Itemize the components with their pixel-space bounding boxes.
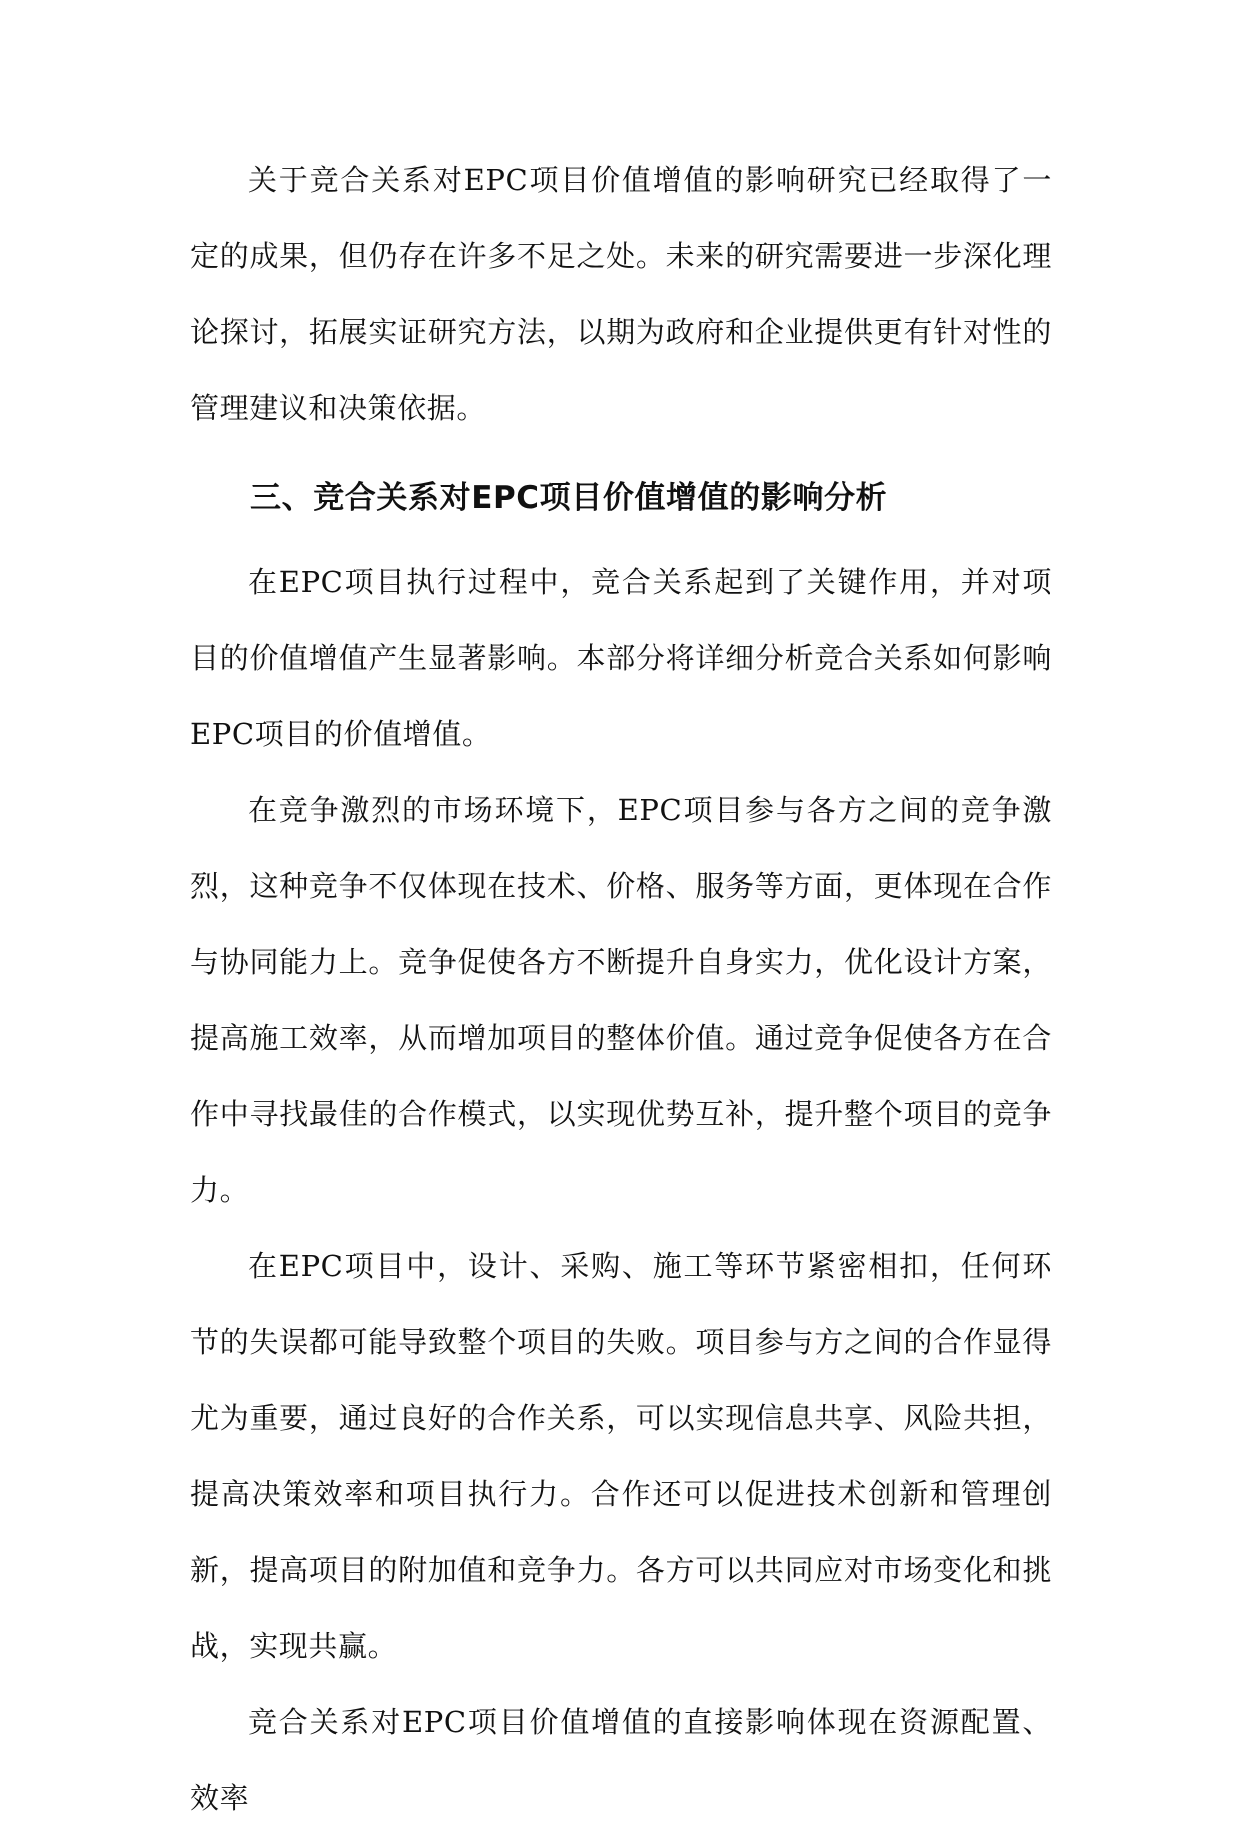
body-paragraph: 在EPC项目执行过程中，竞合关系起到了关键作用，并对项目的价值增值产生显著影响。本部分将详细分析竞合关系如何影响EPC项目的价值增值。 [190,565,1052,751]
body-paragraph: 竞合关系对EPC项目价值增值的直接影响体现在资源配置、效率 [190,1705,1052,1815]
section-heading: 三、竞合关系对EPC项目价值增值的影响分析 [250,480,888,516]
body-paragraph: 在竞争激烈的市场环境下，EPC项目参与各方之间的竞争激烈，这种竞争不仅体现在技术、价格、服务等方面，更体现在合作与协同能力上。竞争促使各方不断提升自身实力，优化设计方案，提高施工效率，从而增加项目的整体价值。通过竞争促使各方在合作中寻找最佳的合作模式，以实现优势互补，提升整个项目的竞争力。 [190,793,1052,1207]
document-body [190,142,1052,1836]
body-paragraph: 在EPC项目中，设计、采购、施工等环节紧密相扣，任何环节的失误都可能导致整个项目的失败。项目参与方之间的合作显得尤为重要，通过良好的合作关系，可以实现信息共享、风险共担，提高决策效率和项目执行力。合作还可以促进技术创新和管理创新，提高项目的附加值和竞争力。各方可以共同应对市场变化和挑战，实现共赢。 [190,1249,1052,1663]
body-paragraph: 关于竞合关系对EPC项目价值增值的影响研究已经取得了一定的成果，但仍存在许多不足之处。未来的研究需要进一步深化理论探讨，拓展实证研究方法，以期为政府和企业提供更有针对性的管理建议和决策依据。 [190,163,1052,425]
